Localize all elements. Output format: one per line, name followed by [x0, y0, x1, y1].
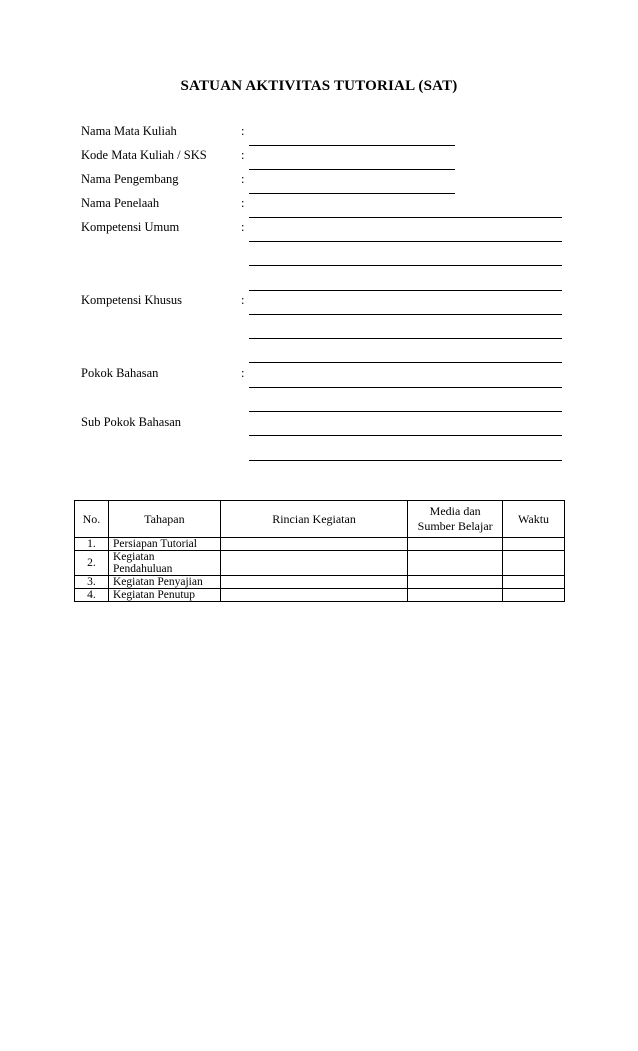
- label-sub-pokok-bahasan: Sub Pokok Bahasan: [81, 415, 181, 429]
- cell-media[interactable]: [408, 551, 503, 576]
- table-header-row: [75, 501, 565, 538]
- input-line-kode-mata-kuliah[interactable]: [249, 169, 455, 170]
- table-row: [75, 551, 565, 576]
- input-line-pokok-bahasan-2[interactable]: [249, 411, 562, 412]
- colon-nama-mata-kuliah: :: [241, 124, 245, 138]
- colon-nama-pengembang: :: [241, 172, 245, 186]
- cell-no: 1.: [75, 538, 109, 551]
- colon-kode-mata-kuliah: :: [241, 148, 245, 162]
- colon-kompetensi-umum: :: [241, 220, 245, 234]
- activity-table: [74, 500, 565, 602]
- label-nama-pengembang: Nama Pengembang: [81, 172, 179, 186]
- cell-rincian[interactable]: [220, 551, 407, 576]
- cell-no: 2.: [75, 551, 109, 576]
- input-line-nama-pengembang[interactable]: [249, 193, 455, 194]
- cell-waktu[interactable]: [503, 538, 565, 551]
- header-tahapan: Tahapan: [108, 501, 220, 538]
- cell-no: 3.: [75, 576, 109, 589]
- cell-no: 4.: [75, 589, 109, 602]
- cell-rincian[interactable]: [220, 576, 407, 589]
- input-line-kompetensi-khusus-3[interactable]: [249, 362, 562, 363]
- input-line-nama-penelaah[interactable]: [249, 217, 562, 218]
- input-line-kompetensi-khusus-2[interactable]: [249, 338, 562, 339]
- input-line-pokok-bahasan-1[interactable]: [249, 387, 562, 388]
- header-media-line2: Sumber Belajar: [417, 519, 493, 533]
- cell-waktu[interactable]: [503, 589, 565, 602]
- colon-kompetensi-khusus: :: [241, 293, 245, 307]
- cell-tahapan: Kegiatan Penyajian: [108, 576, 220, 589]
- cell-tahapan: Kegiatan Penutup: [108, 589, 220, 602]
- cell-rincian[interactable]: [220, 589, 407, 602]
- header-no: No.: [75, 501, 109, 538]
- cell-tahapan: Persiapan Tutorial: [108, 538, 220, 551]
- header-waktu: Waktu: [503, 501, 565, 538]
- cell-media[interactable]: [408, 538, 503, 551]
- input-line-kompetensi-umum-2[interactable]: [249, 265, 562, 266]
- cell-tahapan: Kegiatan Pendahuluan: [108, 551, 220, 576]
- input-line-nama-mata-kuliah[interactable]: [249, 145, 455, 146]
- colon-pokok-bahasan: :: [241, 366, 245, 380]
- table-row: [75, 576, 565, 589]
- input-line-sub-pokok-bahasan-2[interactable]: [249, 460, 562, 461]
- label-kode-mata-kuliah: Kode Mata Kuliah / SKS: [81, 148, 207, 162]
- cell-media[interactable]: [408, 576, 503, 589]
- label-nama-penelaah: Nama Penelaah: [81, 196, 160, 210]
- header-media-line1: Media dan: [429, 504, 481, 518]
- colon-nama-penelaah: :: [241, 196, 245, 210]
- cell-rincian[interactable]: [220, 538, 407, 551]
- header-media-sumber-belajar: [408, 501, 503, 538]
- label-pokok-bahasan: Pokok Bahasan: [81, 366, 159, 380]
- cell-waktu[interactable]: [503, 576, 565, 589]
- table-row: [75, 538, 565, 551]
- input-line-sub-pokok-bahasan-1[interactable]: [249, 435, 562, 436]
- input-line-kompetensi-umum-1[interactable]: [249, 241, 562, 242]
- header-rincian-kegiatan: Rincian Kegiatan: [220, 501, 407, 538]
- label-kompetensi-umum: Kompetensi Umum: [81, 220, 180, 234]
- cell-media[interactable]: [408, 589, 503, 602]
- label-nama-mata-kuliah: Nama Mata Kuliah: [81, 124, 177, 138]
- input-line-kompetensi-khusus-1[interactable]: [249, 314, 562, 315]
- table-row: [75, 589, 565, 602]
- label-kompetensi-khusus: Kompetensi Khusus: [81, 293, 183, 307]
- input-line-kompetensi-umum-3[interactable]: [249, 290, 562, 291]
- cell-waktu[interactable]: [503, 551, 565, 576]
- document-title: SATUAN AKTIVITAS TUTORIAL (SAT): [180, 78, 458, 94]
